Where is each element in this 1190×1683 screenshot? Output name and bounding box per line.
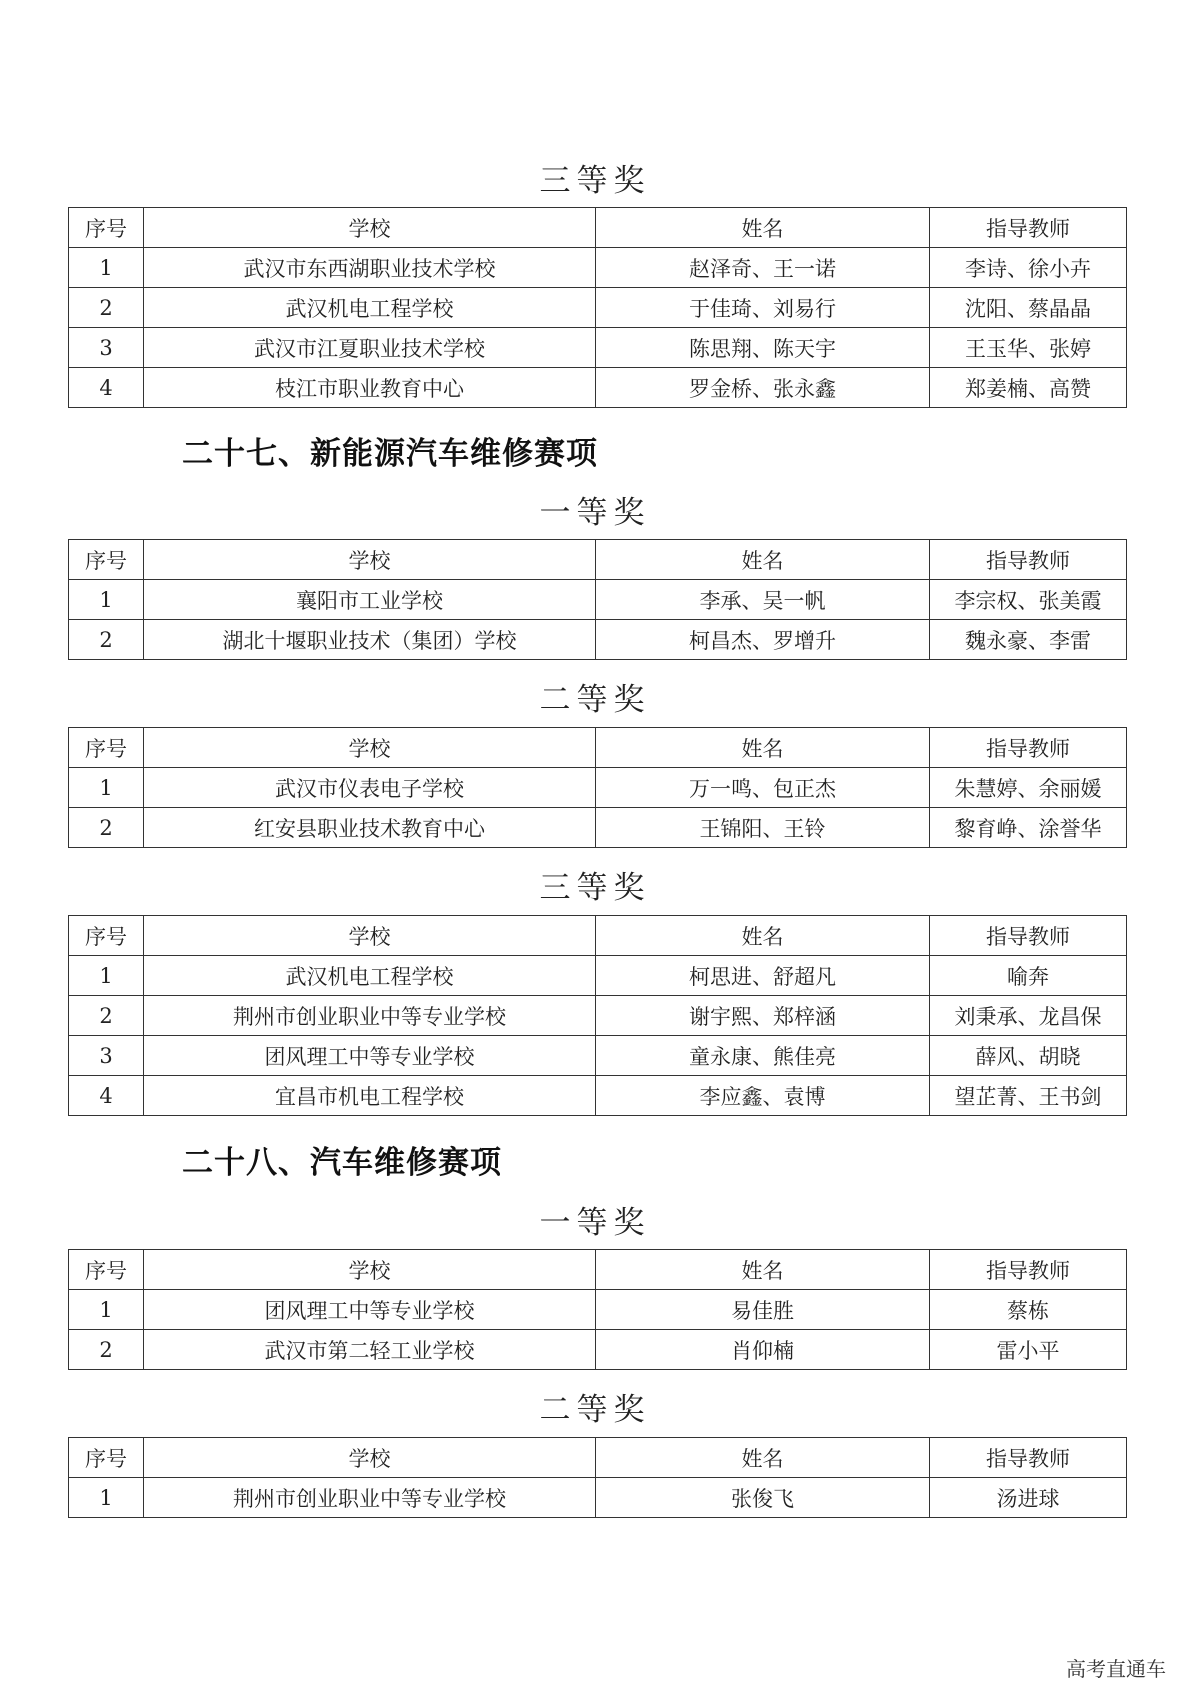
table-header-row xyxy=(69,208,1127,248)
award-table xyxy=(68,539,1127,660)
cell-school: 红安县职业技术教育中心 xyxy=(144,808,596,848)
cell-teacher: 汤进球 xyxy=(930,1478,1127,1518)
cell-school: 湖北十堰职业技术（集团）学校 xyxy=(144,620,596,660)
cell-teacher: 魏永豪、李雷 xyxy=(930,620,1127,660)
award-level-heading: 二等奖 xyxy=(539,1392,651,1428)
header-school: 学校 xyxy=(144,540,596,580)
table-row xyxy=(69,808,1127,848)
header-school: 学校 xyxy=(144,916,596,956)
cell-school: 武汉市江夏职业技术学校 xyxy=(144,328,596,368)
cell-teacher: 薛风、胡晓 xyxy=(930,1036,1127,1076)
cell-index: 1 xyxy=(69,956,144,996)
cell-name: 王锦阳、王铃 xyxy=(596,808,930,848)
header-school: 学校 xyxy=(144,1438,596,1478)
header-teacher: 指导教师 xyxy=(930,1438,1127,1478)
header-school: 学校 xyxy=(144,1250,596,1290)
header-name: 姓名 xyxy=(596,916,930,956)
cell-name: 万一鸣、包正杰 xyxy=(596,768,930,808)
award-table xyxy=(68,1249,1127,1370)
cell-school: 宜昌市机电工程学校 xyxy=(144,1076,596,1116)
header-school: 学校 xyxy=(144,208,596,248)
watermark-text: 高考直通车 xyxy=(1066,1657,1166,1681)
cell-name: 李应鑫、袁博 xyxy=(596,1076,930,1116)
header-name: 姓名 xyxy=(596,208,930,248)
cell-index: 2 xyxy=(69,620,144,660)
table-row xyxy=(69,1478,1127,1518)
cell-school: 荆州市创业职业中等专业学校 xyxy=(144,996,596,1036)
table-header-row xyxy=(69,540,1127,580)
header-name: 姓名 xyxy=(596,540,930,580)
award-level-heading: 三等奖 xyxy=(539,163,651,199)
cell-school: 武汉市第二轻工业学校 xyxy=(144,1330,596,1370)
cell-name: 赵泽奇、王一诺 xyxy=(596,248,930,288)
cell-teacher: 望芷菁、王书剑 xyxy=(930,1076,1127,1116)
table-row xyxy=(69,328,1127,368)
cell-school: 武汉市仪表电子学校 xyxy=(144,768,596,808)
award-level-heading: 一等奖 xyxy=(539,495,651,531)
cell-teacher: 喻奔 xyxy=(930,956,1127,996)
section-heading: 二十七、新能源汽车维修赛项 xyxy=(182,436,598,472)
cell-name: 易佳胜 xyxy=(596,1290,930,1330)
header-name: 姓名 xyxy=(596,1438,930,1478)
cell-index: 2 xyxy=(69,996,144,1036)
header-name: 姓名 xyxy=(596,1250,930,1290)
cell-school: 襄阳市工业学校 xyxy=(144,580,596,620)
cell-name: 柯思进、舒超凡 xyxy=(596,956,930,996)
cell-index: 3 xyxy=(69,328,144,368)
cell-name: 陈思翔、陈天宇 xyxy=(596,328,930,368)
award-table xyxy=(68,1437,1127,1518)
cell-index: 1 xyxy=(69,580,144,620)
header-teacher: 指导教师 xyxy=(930,208,1127,248)
section-heading: 二十八、汽车维修赛项 xyxy=(182,1145,502,1181)
cell-teacher: 李宗权、张美霞 xyxy=(930,580,1127,620)
table-row xyxy=(69,580,1127,620)
cell-index: 3 xyxy=(69,1036,144,1076)
cell-school: 团风理工中等专业学校 xyxy=(144,1290,596,1330)
cell-index: 1 xyxy=(69,768,144,808)
cell-name: 童永康、熊佳亮 xyxy=(596,1036,930,1076)
table-row xyxy=(69,1290,1127,1330)
table-header-row xyxy=(69,916,1127,956)
header-teacher: 指导教师 xyxy=(930,1250,1127,1290)
header-index: 序号 xyxy=(69,540,144,580)
award-table xyxy=(68,915,1127,1116)
cell-index: 1 xyxy=(69,1478,144,1518)
table-row xyxy=(69,956,1127,996)
cell-index: 2 xyxy=(69,808,144,848)
cell-teacher: 郑姜楠、高赞 xyxy=(930,368,1127,408)
cell-school: 团风理工中等专业学校 xyxy=(144,1036,596,1076)
cell-school: 武汉机电工程学校 xyxy=(144,288,596,328)
award-table xyxy=(68,727,1127,848)
table-row xyxy=(69,768,1127,808)
header-index: 序号 xyxy=(69,916,144,956)
cell-index: 4 xyxy=(69,368,144,408)
header-index: 序号 xyxy=(69,728,144,768)
cell-name: 张俊飞 xyxy=(596,1478,930,1518)
award-table xyxy=(68,207,1127,408)
header-teacher: 指导教师 xyxy=(930,916,1127,956)
header-index: 序号 xyxy=(69,1250,144,1290)
cell-teacher: 黎育峥、涂誉华 xyxy=(930,808,1127,848)
table-header-row xyxy=(69,1438,1127,1478)
table-row xyxy=(69,620,1127,660)
cell-teacher: 李诗、徐小卉 xyxy=(930,248,1127,288)
cell-index: 1 xyxy=(69,248,144,288)
cell-school: 荆州市创业职业中等专业学校 xyxy=(144,1478,596,1518)
award-level-heading: 三等奖 xyxy=(539,870,651,906)
cell-name: 谢宇熙、郑梓涵 xyxy=(596,996,930,1036)
header-index: 序号 xyxy=(69,208,144,248)
award-level-heading: 一等奖 xyxy=(539,1205,651,1241)
cell-teacher: 朱慧婷、余丽媛 xyxy=(930,768,1127,808)
cell-school: 武汉市东西湖职业技术学校 xyxy=(144,248,596,288)
table-header-row xyxy=(69,728,1127,768)
cell-teacher: 沈阳、蔡晶晶 xyxy=(930,288,1127,328)
cell-index: 4 xyxy=(69,1076,144,1116)
header-index: 序号 xyxy=(69,1438,144,1478)
cell-index: 2 xyxy=(69,288,144,328)
cell-name: 于佳琦、刘易行 xyxy=(596,288,930,328)
header-teacher: 指导教师 xyxy=(930,728,1127,768)
header-name: 姓名 xyxy=(596,728,930,768)
cell-index: 2 xyxy=(69,1330,144,1370)
table-row xyxy=(69,1036,1127,1076)
table-header-row xyxy=(69,1250,1127,1290)
cell-index: 1 xyxy=(69,1290,144,1330)
cell-name: 罗金桥、张永鑫 xyxy=(596,368,930,408)
table-row xyxy=(69,996,1127,1036)
table-row xyxy=(69,288,1127,328)
cell-teacher: 雷小平 xyxy=(930,1330,1127,1370)
header-school: 学校 xyxy=(144,728,596,768)
award-level-heading: 二等奖 xyxy=(539,682,651,718)
cell-name: 柯昌杰、罗增升 xyxy=(596,620,930,660)
table-row xyxy=(69,368,1127,408)
header-teacher: 指导教师 xyxy=(930,540,1127,580)
table-row xyxy=(69,1330,1127,1370)
cell-name: 李承、吴一帆 xyxy=(596,580,930,620)
cell-teacher: 王玉华、张婷 xyxy=(930,328,1127,368)
cell-teacher: 刘秉承、龙昌保 xyxy=(930,996,1127,1036)
cell-name: 肖仰楠 xyxy=(596,1330,930,1370)
cell-school: 枝江市职业教育中心 xyxy=(144,368,596,408)
cell-school: 武汉机电工程学校 xyxy=(144,956,596,996)
table-row xyxy=(69,1076,1127,1116)
table-row xyxy=(69,248,1127,288)
cell-teacher: 蔡栋 xyxy=(930,1290,1127,1330)
